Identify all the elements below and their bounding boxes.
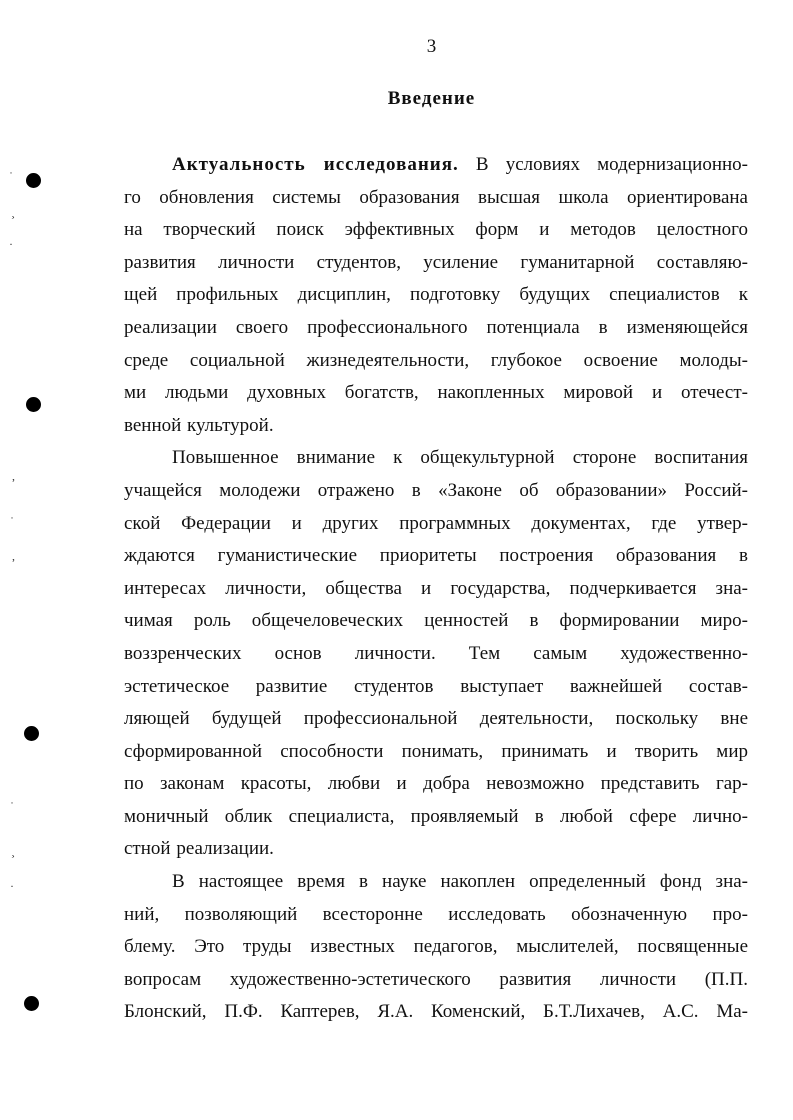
text-line: на творческий поиск эффективных форм и методов целостного (124, 219, 748, 241)
text-line: реализации своего профессионального потенциала в изменяющейся (124, 316, 748, 338)
text-line: Блонский, П.Ф. Каптерев, Я.А. Коменский, Б.Т.Лихачев, А.С. Ма- (124, 1001, 748, 1023)
scan-speck: · (10, 879, 14, 893)
text-line: чимая роль общечеловеческих ценностей в формировании миро- (124, 610, 748, 632)
text-line: В настоящее время в науке накоплен определенный фонд зна- (172, 871, 748, 893)
text-line: моничный облик специалиста, проявляемый в любой сфере лично- (124, 805, 748, 827)
scan-speck: ˙ (10, 514, 14, 528)
text-line: по законам красоты, любви и добра невозможно представить гар- (124, 773, 748, 795)
text-line: развития личности студентов, усиление гуманитарной составляю- (124, 251, 748, 273)
text-line: ний, позволяющий всесторонне исследовать обозначенную про- (124, 903, 748, 925)
text-line: вопросам художественно-эстетического развития личности (П.П. (124, 968, 748, 990)
page-number: 3 (426, 36, 437, 57)
text-line: венной культурой. (124, 414, 274, 436)
text-line: среде социальной жизнедеятельности, глубокое освоение молоды- (124, 349, 748, 371)
text-line: интересах личности, общества и государства, подчеркивается зна- (124, 577, 748, 599)
section-heading: Введение (387, 88, 476, 109)
scan-speck: ¸ (11, 205, 15, 219)
binder-hole (26, 173, 41, 188)
binder-hole (26, 397, 41, 412)
lead-term: Актуальность исследования. (172, 154, 459, 175)
text-line: учащейся молодежи отражено в «Законе об образовании» Россий- (124, 479, 748, 501)
text-line: го обновления системы образования высшая школа ориентирована (124, 186, 748, 208)
scan-speck: · (9, 237, 13, 251)
text-line (124, 149, 748, 182)
scan-speck: , (12, 549, 15, 563)
text-line: воззренческих основ личности. Тем самым художественно- (124, 642, 748, 664)
text-line: щей профильных дисциплин, подготовку будущих специалистов к (124, 284, 748, 306)
text-line: сформированной способности понимать, принимать и творить мир (124, 740, 748, 762)
scan-speck: ˙ (10, 799, 14, 813)
text-line: стной реализации. (124, 838, 274, 860)
text-line: эстетическое развитие студентов выступает важнейшей состав- (124, 675, 748, 697)
text-line-content: В условиях модернизационно- (458, 154, 748, 175)
scan-speck: ¸ (11, 844, 15, 858)
text-line: ми людьми духовных богатств, накопленных мировой и отечест- (124, 382, 748, 404)
scan-speck: , (12, 469, 15, 483)
binder-hole (24, 726, 39, 741)
text-line: ской Федерации и других программных документах, где утвер- (124, 512, 748, 534)
scan-speck: ˙ (9, 169, 13, 183)
binder-hole (24, 996, 39, 1011)
text-line: Повышенное внимание к общекультурной стороне воспитания (172, 447, 748, 469)
text-line: ляющей будущей профессиональной деятельности, поскольку вне (124, 708, 748, 730)
text-line: блему. Это труды известных педагогов, мыслителей, посвященные (124, 936, 748, 958)
body-text (124, 149, 748, 1029)
text-line: ждаются гуманистические приоритеты построения образования в (124, 545, 748, 567)
